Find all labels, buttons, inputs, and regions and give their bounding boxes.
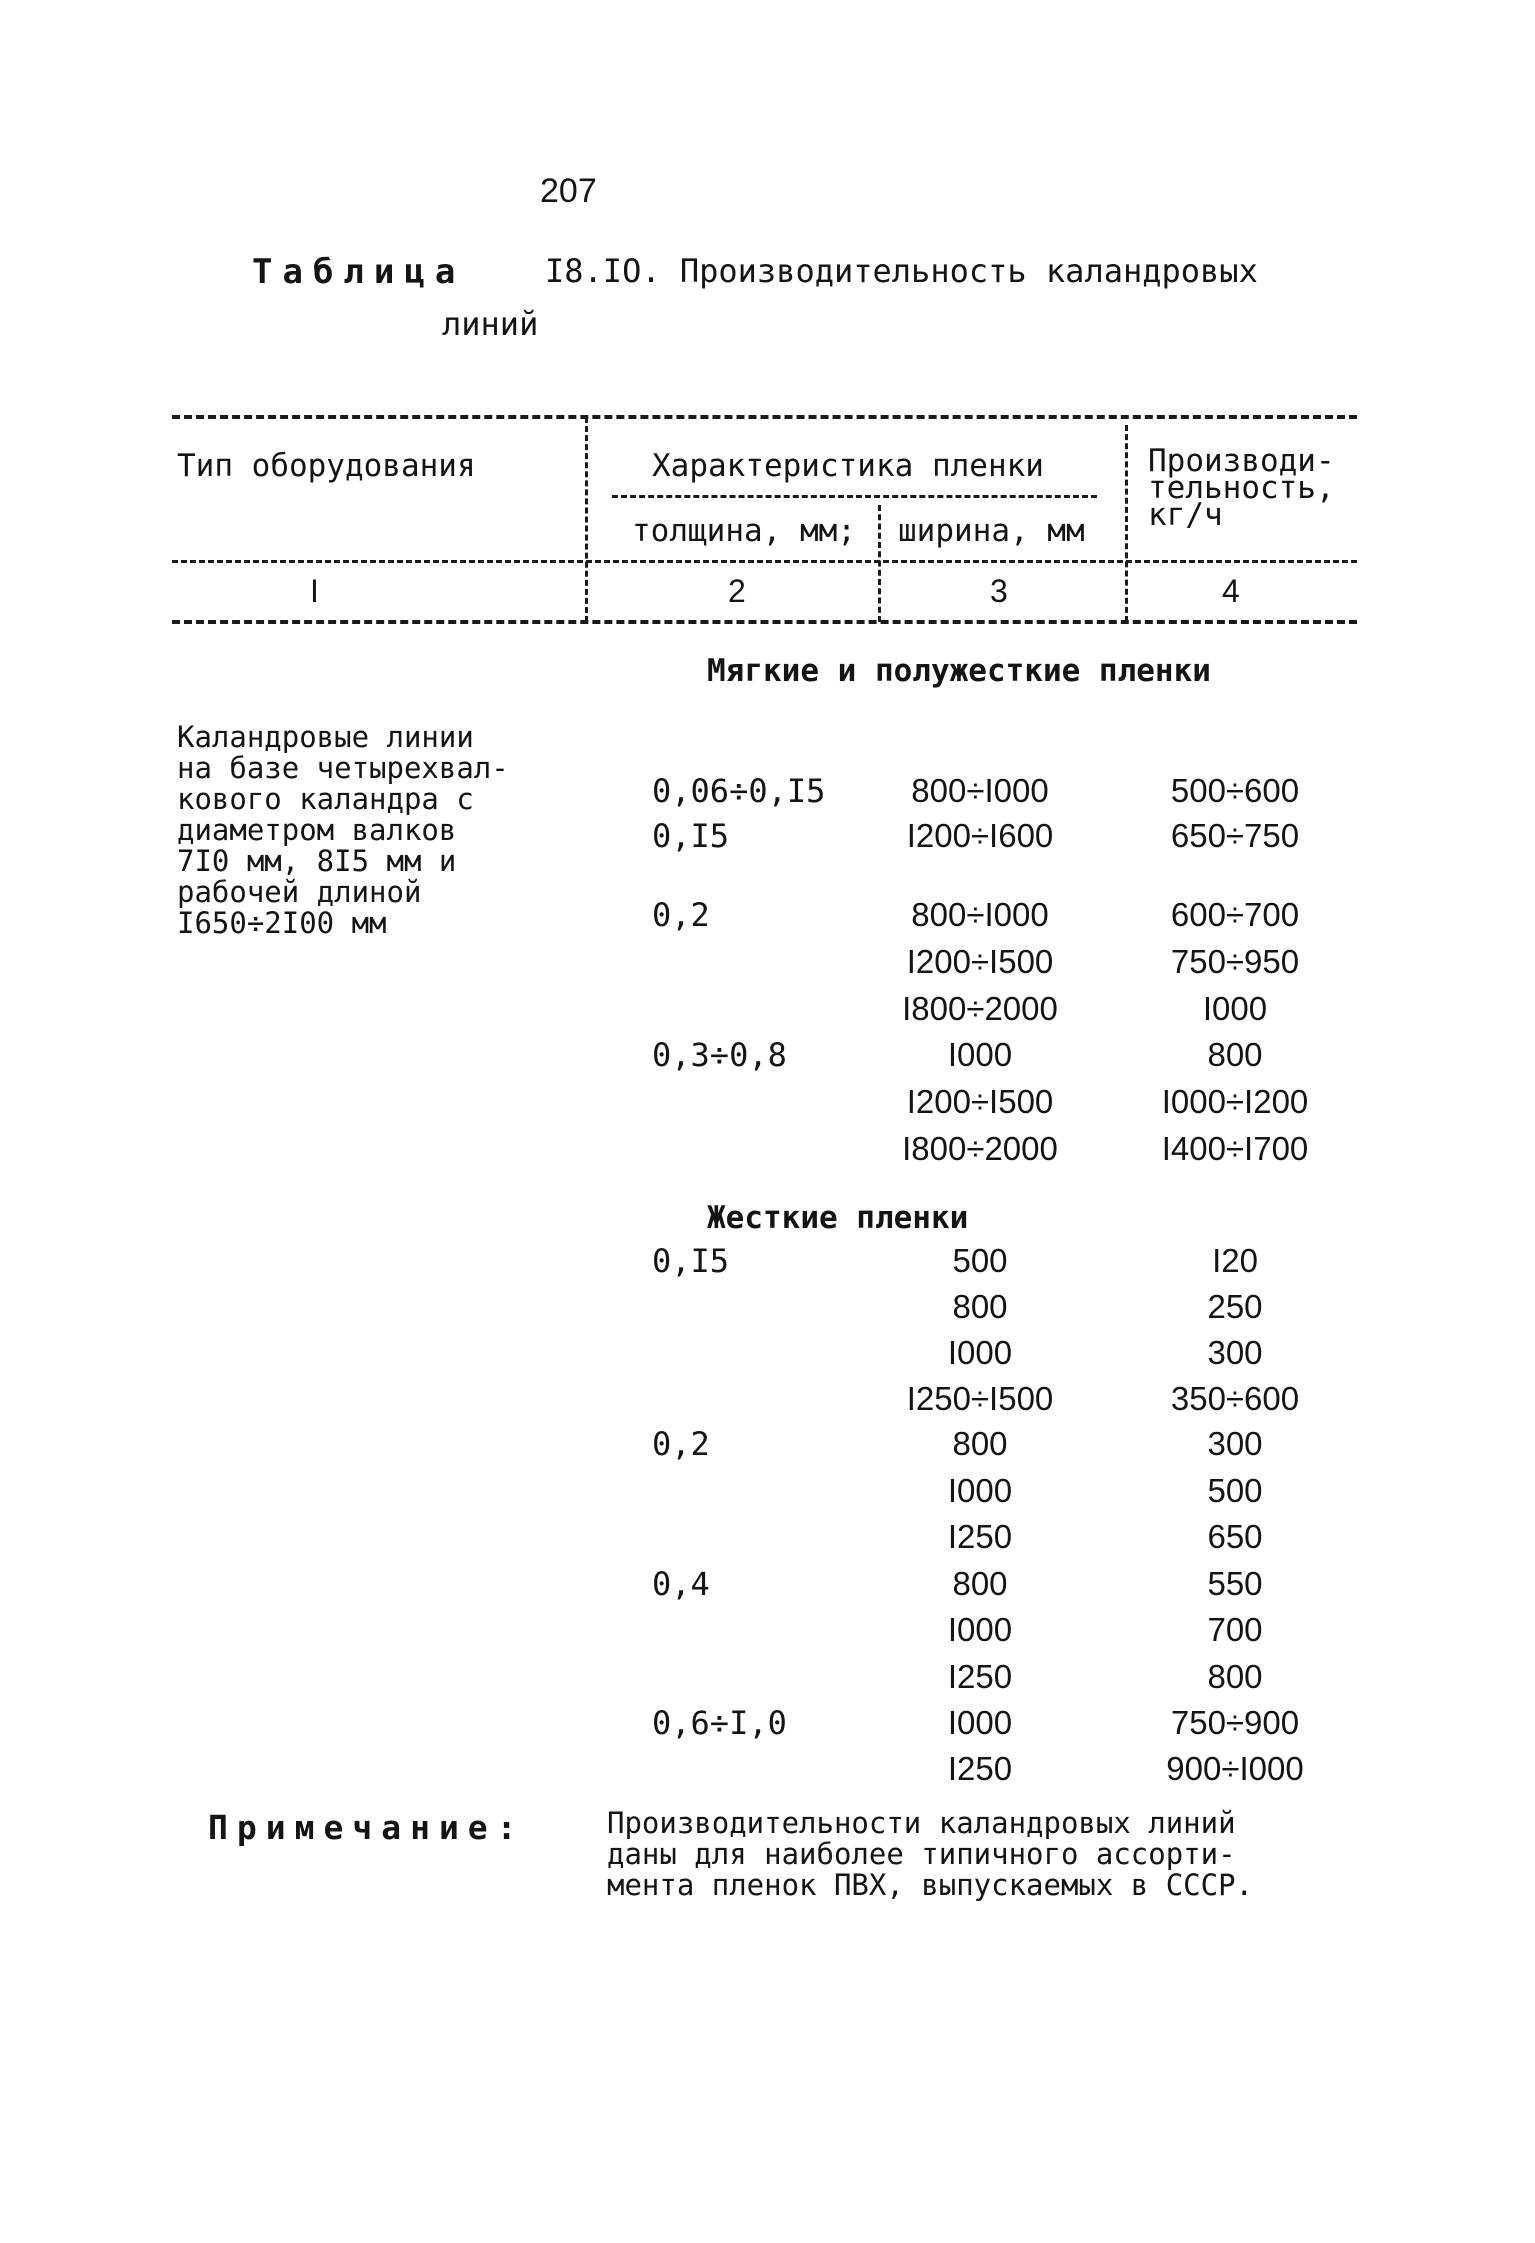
header-equipment-type: Тип оборудования [177, 448, 476, 484]
header-productivity: Производи- тельность, кг/ч [1148, 443, 1335, 533]
header-bottom-rule [172, 560, 1357, 563]
header-thickness: толщина, мм; [632, 513, 856, 549]
table-caption-text: I8.IO. Производительность каландровых [545, 252, 1258, 290]
note-label: Примечание: [208, 1808, 526, 1847]
table-caption-continuation: линий [442, 305, 539, 343]
column-number-1: I [310, 573, 319, 609]
column-divider-2 [878, 505, 881, 622]
column-number-4: 4 [1222, 573, 1240, 609]
section-title-rigid-films: Жесткие пленки [707, 1200, 969, 1236]
column-number-2: 2 [728, 573, 746, 609]
column-number-rule [172, 620, 1357, 624]
note-text: Производительности каландровых линий даны для наиболее типичного ассорти- мента пленок ПВХ, выпускаемых в СССР. [607, 1806, 1254, 1902]
column-number-3: 3 [990, 573, 1008, 609]
header-film-characteristics: Характеристика пленки [652, 448, 1044, 484]
equipment-description: Каландровые линии на базе четырехвал- кового каландра с диаметром валков 7I0 мм, 8I5 мм и рабочей длиной I650÷2I00 мм [177, 720, 509, 940]
column-divider-1 [585, 417, 588, 622]
column-divider-3 [1125, 425, 1128, 622]
group-header-rule [612, 495, 1097, 498]
header-width: ширина, мм [898, 513, 1085, 549]
page-number: 207 [540, 172, 597, 210]
table-caption-label: Таблица [252, 252, 466, 292]
table-top-rule [172, 415, 1357, 419]
section-title-soft-films: Мягкие и полужесткие пленки [707, 653, 1211, 689]
